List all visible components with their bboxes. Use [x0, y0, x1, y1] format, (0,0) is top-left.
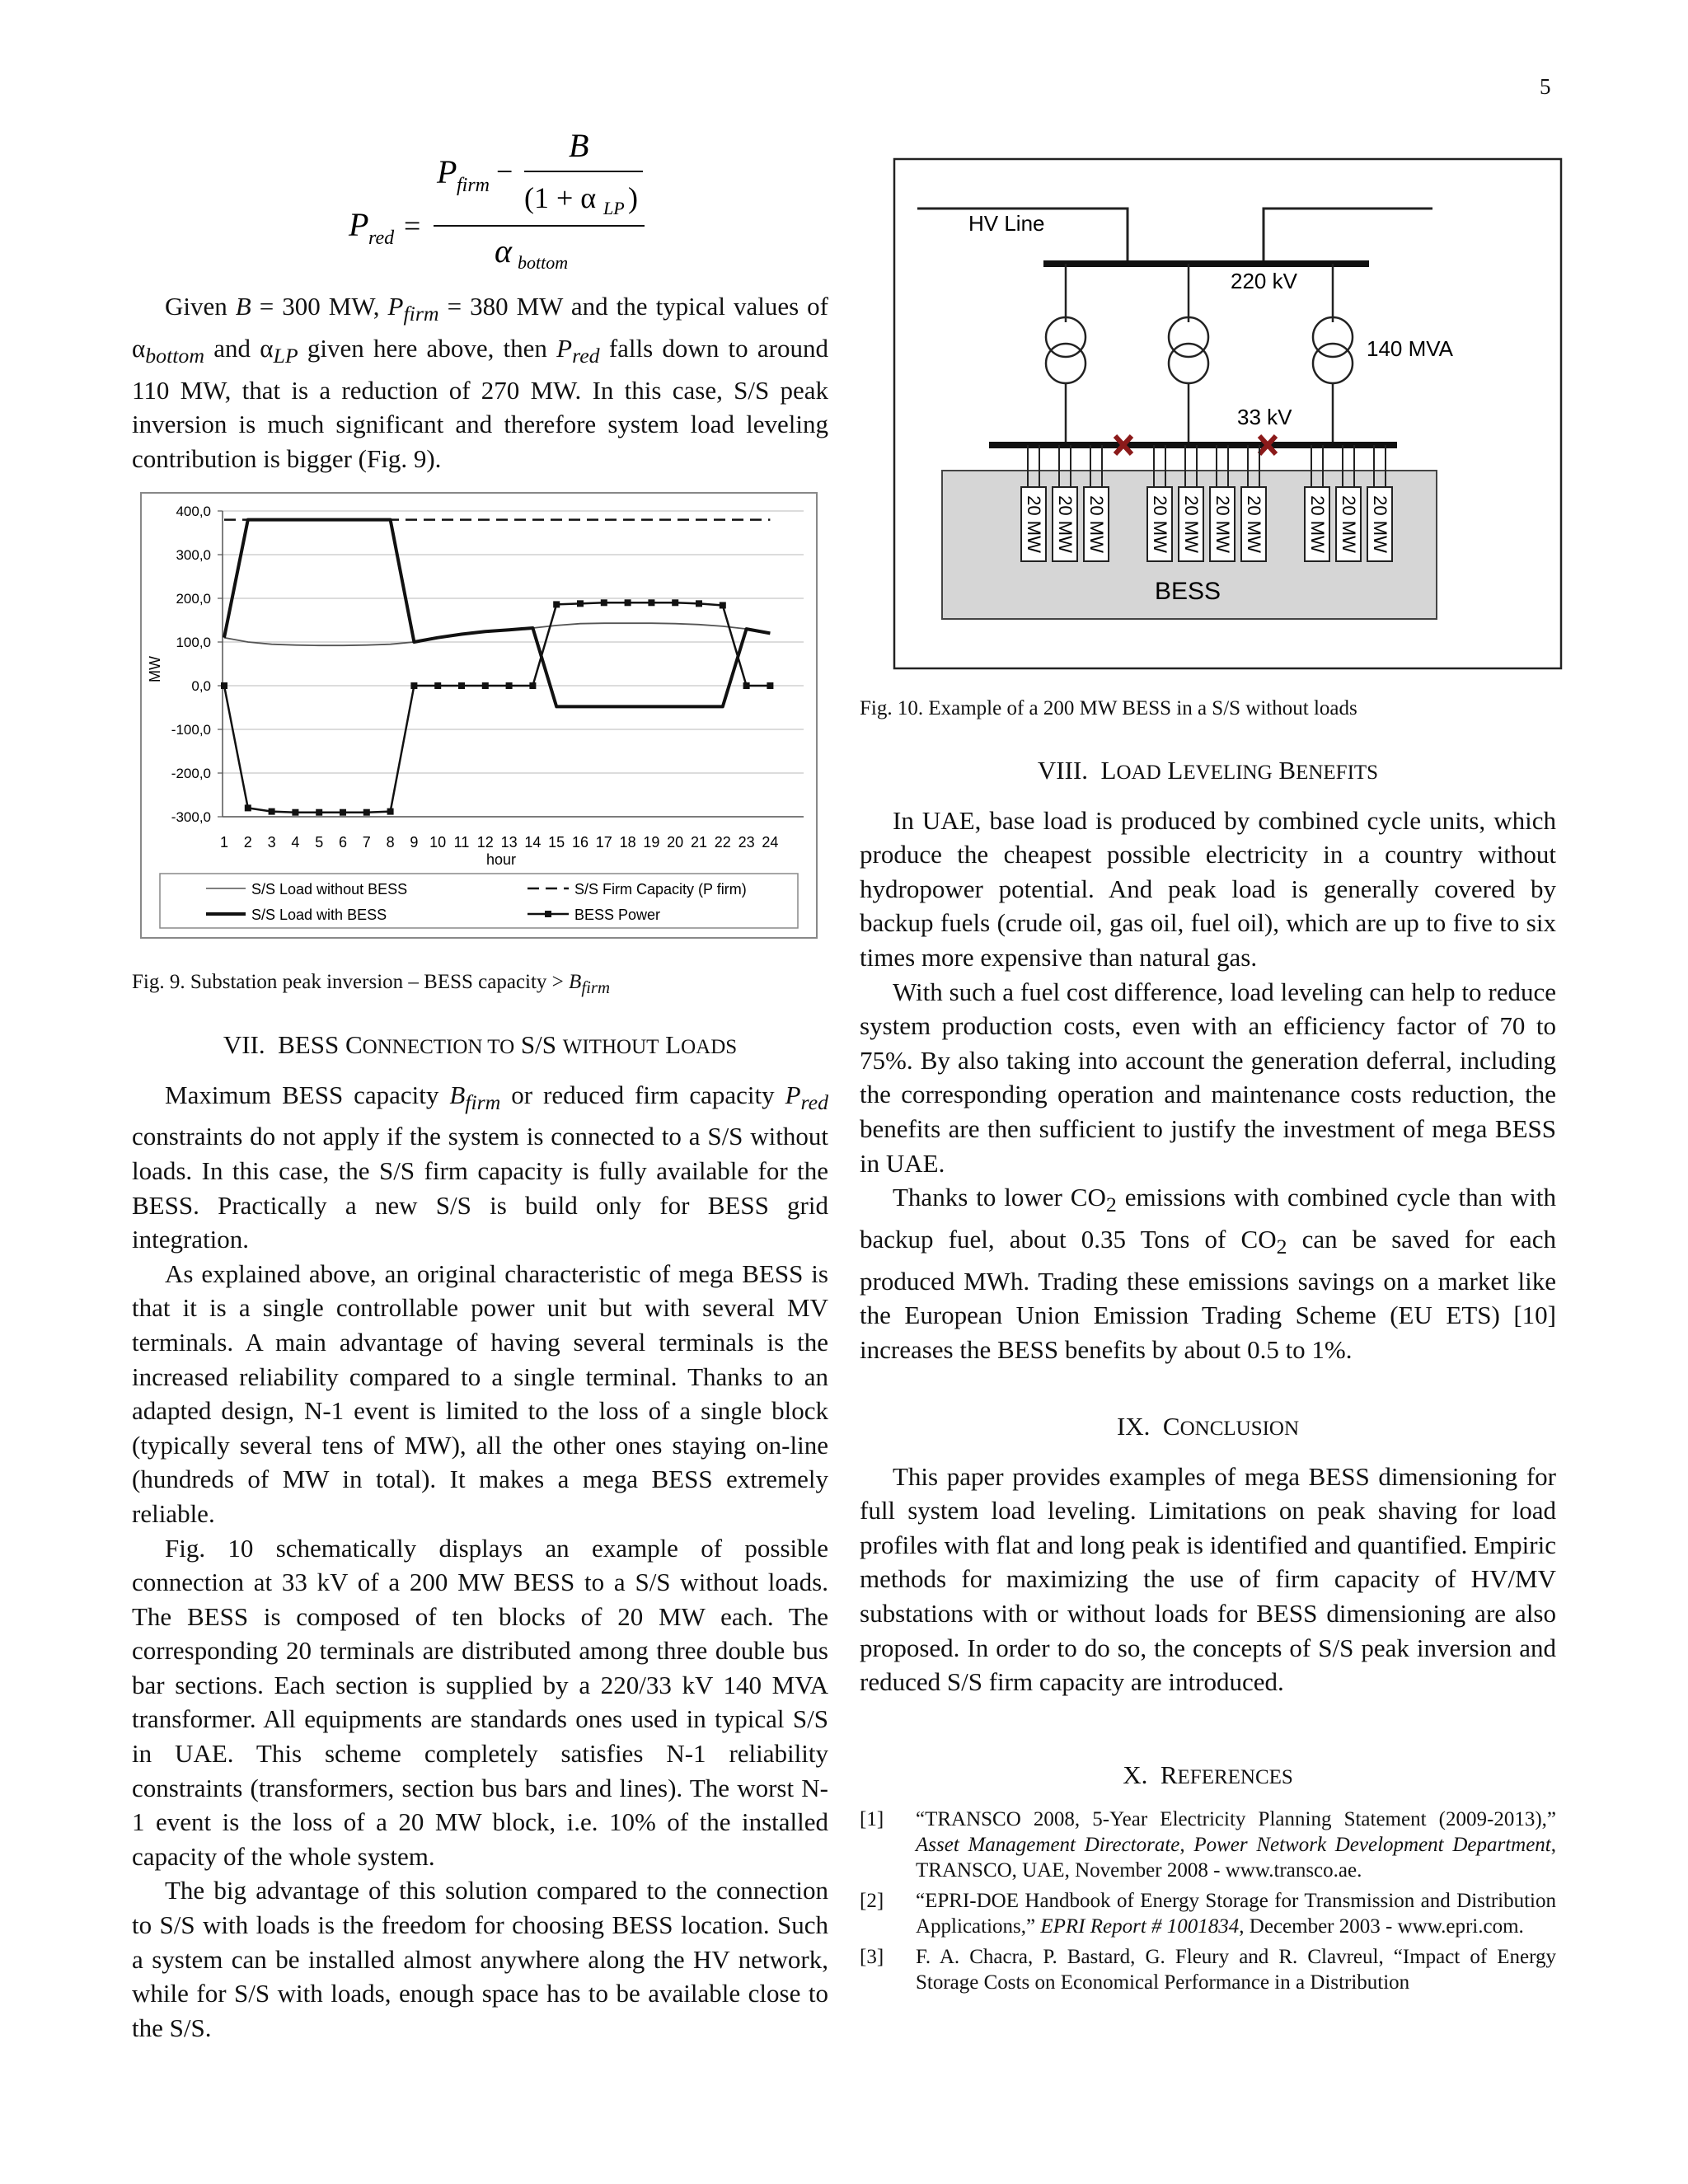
data-point [625, 599, 631, 606]
equation [330, 132, 676, 276]
fig9-chart [140, 492, 818, 939]
y-tick-label: 200,0 [176, 591, 211, 607]
kv220-label: 220 kV [1231, 269, 1297, 293]
data-point [720, 602, 726, 608]
fig9-caption: Fig. 9. Substation peak inversion – BESS capacity > $B_{firm}$ [132, 971, 611, 997]
eq-den-open: (1 + α [524, 181, 597, 214]
data-point [269, 808, 275, 815]
eq-equals: = [404, 209, 421, 242]
x-tick-label: 20 [667, 834, 684, 851]
x-tick-label: 4 [291, 834, 300, 851]
x-tick-label: 18 [619, 834, 636, 851]
data-point [316, 809, 322, 816]
legend-label: S/S Firm Capacity (P firm) [574, 881, 747, 898]
section-heading: IX. CONCLUSION [1116, 1412, 1300, 1441]
x-tick-label: 7 [362, 834, 371, 851]
eq-pfirm-sub: firm [457, 175, 490, 196]
data-point [410, 682, 417, 689]
chart-frame [141, 493, 817, 938]
eq-pfirm: P [437, 153, 457, 190]
x-tick-label: 2 [243, 834, 252, 851]
data-point [767, 682, 773, 689]
x-tick-label: 17 [595, 834, 612, 851]
x-tick-label: 23 [738, 834, 755, 851]
section-heading: VIII. LOAD LEVELING BENEFITS [1037, 756, 1379, 785]
eq-den-close: ) [628, 181, 638, 214]
paragraph-intro: Given B = 300 MW, $P_{firm} = 380$ MW and the typical values of $\alpha_{bottom}$ and $\alpha_{LP}$ given here above, then $P_{red}$ falls down to around 110 MW, that is a reduction of 270 MW. In this case, S/S peak inversion is much significant and therefore system load leveling contribution is bigger (Fig. 9). [132, 292, 828, 473]
data-point [529, 682, 536, 689]
bess-block-label: 20 MW [1024, 495, 1044, 553]
legend-label: BESS Power [574, 907, 661, 923]
y-tick-label: -300,0 [171, 809, 211, 825]
data-point [340, 809, 346, 816]
x-tick-label: 8 [386, 834, 395, 851]
x-tick-label: 14 [524, 834, 542, 851]
bess-block-label: 20 MW [1370, 495, 1390, 553]
bess-block-label: 20 MW [1181, 495, 1202, 553]
data-point [363, 809, 370, 816]
section-heading: VII. BESS CONNECTION TO S/S WITHOUT LOADS [223, 1030, 738, 1059]
eq-minus: − [496, 155, 513, 188]
data-point [482, 682, 489, 689]
mva-label: 140 MVA [1367, 336, 1454, 361]
reference-item: [3] F. A. Chacra, P. Bastard, G. Fleury and R. Clavreul, “Impact of Energy Storage Costs on Economical Performance in a Distribution [860, 1945, 1556, 1994]
x-tick-label: 19 [643, 834, 660, 851]
legend-label: S/S Load with BESS [251, 907, 387, 923]
bess-block-label: 20 MW [1212, 495, 1233, 553]
x-tick-label: 6 [338, 834, 348, 851]
data-point [577, 600, 584, 607]
bess-block-label: 20 MW [1339, 495, 1359, 553]
x-tick-label: 13 [500, 834, 518, 851]
bess-label: BESS [1155, 578, 1221, 605]
eq-lhs-sub: red [368, 227, 395, 249]
data-point [601, 599, 607, 606]
eq-b: B [569, 132, 589, 164]
y-tick-label: 400,0 [176, 504, 211, 519]
y-axis-label: MW [147, 656, 163, 682]
x-axis-label: hour [485, 851, 517, 868]
section-8: VIII. LOAD LEVELING BENEFITS In UAE, base load is produced by combined cycle units, which produce the cheapest possible electricity in a country without hydropower potential. And peak load is generally covered by backup fuels (crude oil, gas oil, fuel oil), which are up to five to six times more expensive than natural gas. With such a fuel cost difference, load leveling can help to reduce system production costs, even with an efficiency factor of 70 to 75%. By also taking into account the generation deferral, including the corresponding operation and maintenance costs reduction, the benefits are then sufficient to justify the investment of mega BESS in UAE. Thanks to lower $CO_2$ emissions with combined cycle than with backup fuel, about 0.35 Tons of $CO_2$ can be saved for each produced MWh. Trading these emissions savings on a market like the European Union Emission Trading Scheme (EU ETS) [10] increases the BESS benefits by about 0.5 to 1%. [860, 753, 1556, 1366]
data-point [553, 601, 560, 607]
data-point [506, 682, 513, 689]
x-tick-label: 5 [315, 834, 324, 851]
y-tick-label: 0,0 [191, 678, 211, 694]
eq-alpha: α [495, 232, 512, 269]
eq-alpha-sub: bottom [518, 252, 569, 273]
data-point [696, 600, 702, 607]
data-point [292, 809, 298, 816]
eq-lhs: P [349, 206, 369, 243]
x-tick-label: 16 [571, 834, 589, 851]
x-tick-label: 22 [714, 834, 731, 851]
data-point [743, 682, 750, 689]
x-tick-label: 12 [476, 834, 494, 851]
data-point [648, 599, 654, 606]
data-point [245, 804, 251, 811]
x-tick-label: 15 [548, 834, 565, 851]
bess-block-label: 20 MW [1150, 495, 1170, 553]
reference-item: [1] “TRANSCO 2008, 5-Year Electricity Planning Statement (2009-2013),” Asset Management Directorate, Power Network Development Department, TRANSCO, UAE, November 2008 - www.transco.ae. [860, 1807, 1556, 1882]
section-7: VII. BESS CONNECTION TO S/S WITHOUT LOADS Maximum BESS capacity $B_{firm}$ or reduced firm capacity $P_{red}$ constraints do not apply if the system is connected to a S/S without loads. In this case, the S/S firm capacity is fully available for the BESS. Practically a new S/S is build only for BESS grid integration. As explained above, an original characteristic of mega BESS is that it is a single controllable power unit but with several MV terminals. A main advantage of having several terminals is the increased reliability compared to a single terminal. Thanks to an adapted design, N-1 event is limited to the loss of a single block (typically several tens of MW), all the other ones staying on-line (hundreds of MW in total). It makes a mega BESS extremely reliable. Fig. 10 schematically displays an example of possible connection at 33 kV of a 200 MW BESS to a S/S without loads. The BESS is composed of ten blocks of 20 MW each. The corresponding 20 terminals are distributed among three double bus bar sections. Each section is supplied by a 220/33 kV 140 MVA transformer. All equipments are standards ones used in typical S/S in UAE. This scheme completely satisfies N-1 reliability constraints (transformers, section bus bars and lines). The worst N-1 event is the loss of a 20 MW block, i.e. 10% of the installed capacity of the whole system. The big advantage of this solution compared to the connection to S/S with loads is the freedom for choosing BESS location. Such a system can be installed almost anywhere along the HV network, while for S/S with loads, enough space has to be available close to the S/S. [132, 1028, 828, 2045]
x-tick-label: 24 [762, 834, 779, 851]
eq-den-sub: LP [603, 198, 625, 218]
x-tick-label: 3 [267, 834, 276, 851]
data-point [672, 599, 678, 606]
bess-block-label: 20 MW [1055, 495, 1076, 553]
x-tick-label: 11 [453, 834, 470, 851]
kv33-label: 33 kV [1237, 405, 1292, 429]
legend-label: S/S Load without BESS [251, 881, 408, 898]
page-number: 5 [1540, 74, 1551, 99]
x-tick-label: 9 [410, 834, 419, 851]
data-point [458, 682, 465, 689]
y-tick-label: 300,0 [176, 547, 211, 563]
y-tick-label: -200,0 [171, 766, 211, 781]
section-heading: X. REFERENCES [1123, 1760, 1293, 1789]
x-tick-label: 10 [429, 834, 447, 851]
section-9: IX. CONCLUSION This paper provides examples of mega BESS dimensioning for full system load leveling. Limitations on peak shaving for load profiles with flat and long peak is identified and quantified. Empiric methods for maximizing the use of firm capacity of HV/MV substations with or without loads for BESS dimensioning are also proposed. In order to do so, the concepts of S/S peak inversion and reduced S/S firm capacity are introduced. [860, 1409, 1556, 1699]
y-tick-label: 100,0 [176, 635, 211, 650]
y-tick-label: -100,0 [171, 722, 211, 738]
x-tick-label: 21 [690, 834, 708, 851]
legend [160, 874, 798, 928]
data-point [434, 682, 441, 689]
fig10-diagram [893, 157, 1563, 670]
bess-block-label: 20 MW [1244, 495, 1264, 553]
data-point [221, 682, 227, 689]
fig10-caption: Fig. 10. Example of a 200 MW BESS in a S/S without loads [860, 697, 1357, 719]
bess-block-label: 20 MW [1307, 495, 1328, 553]
reference-item: [2] “EPRI-DOE Handbook of Energy Storage for Transmission and Distribution Applications,” EPRI Report # 1001834, December 2003 - www.epri.com. [860, 1889, 1556, 1938]
references [860, 1807, 1556, 1995]
bess-block-label: 20 MW [1086, 495, 1107, 553]
data-point [387, 808, 394, 815]
hv-line-label: HV Line [968, 211, 1045, 236]
x-tick-label: 1 [219, 834, 229, 851]
section-10 [860, 1758, 1556, 2000]
